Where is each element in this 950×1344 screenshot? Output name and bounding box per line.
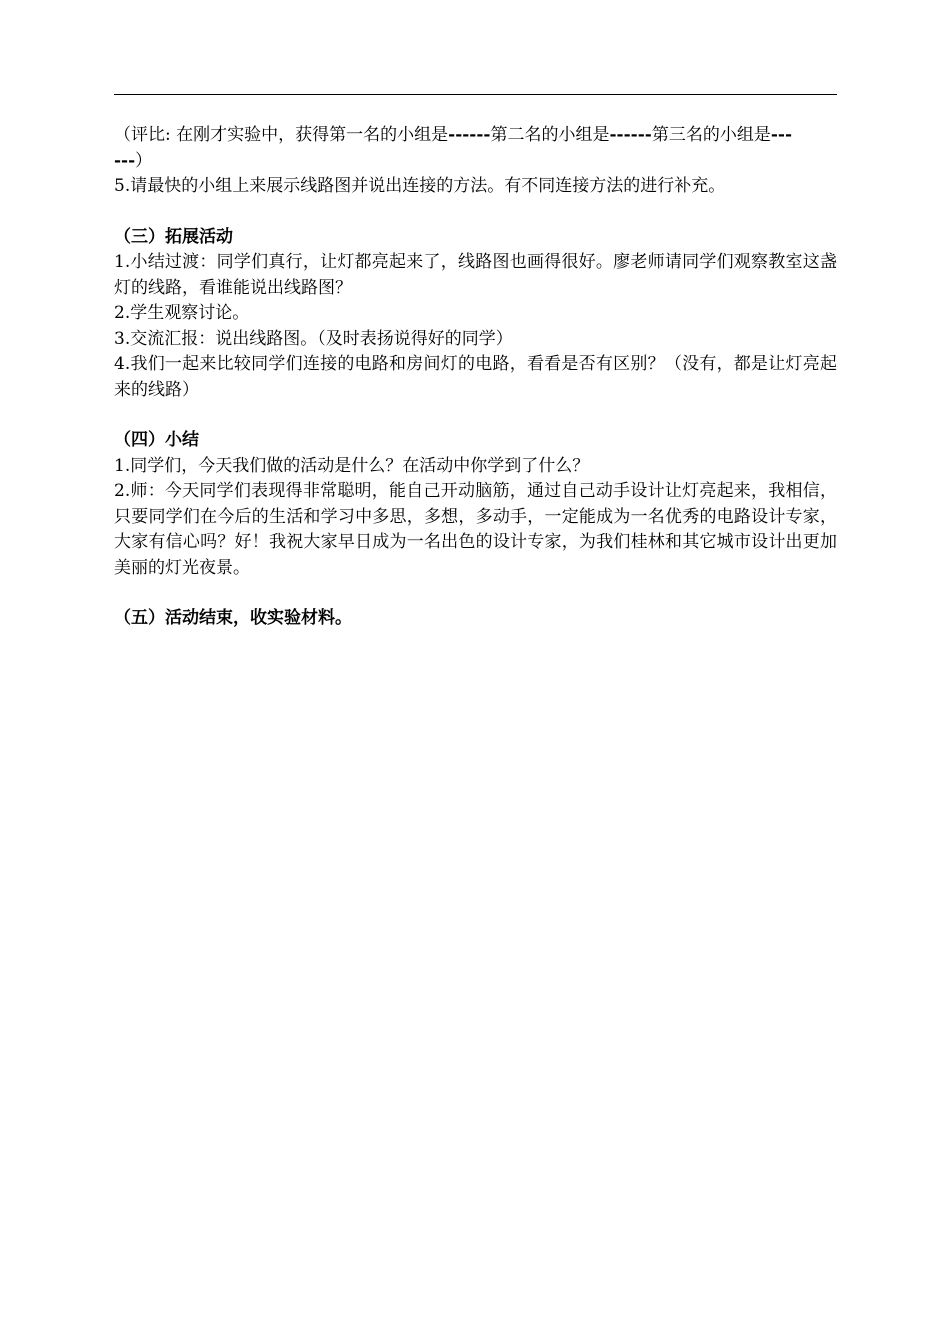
evaluation-mid-1: 第二名的小组是 xyxy=(490,125,610,145)
blank-second: ------ xyxy=(609,125,652,145)
blank-first: ------ xyxy=(448,125,491,145)
document-body xyxy=(114,123,837,632)
section-3-item-1: 1.小结过渡：同学们真行，让灯都亮起来了，线路图也画得很好。廖老师请同学们观察教室这盏灯的线路，看谁能说出线路图？ xyxy=(114,252,837,298)
step-5: 5.请最快的小组上来展示线路图并说出连接的方法。有不同连接方法的进行补充。 xyxy=(114,176,726,196)
blank-third-a: --- xyxy=(770,125,792,145)
evaluation-mid-2: 第三名的小组是 xyxy=(651,125,771,145)
section-4-item-1: 1.同学们，今天我们做的活动是什么？在活动中你学到了什么？ xyxy=(114,455,590,476)
section-3-item-3: 3.交流汇报：说出线路图。（及时表扬说得好的同学） xyxy=(114,328,513,349)
evaluation-paragraph xyxy=(114,123,837,174)
evaluation-prefix: （评比: 在刚才实验中，获得第一名的小组是 xyxy=(114,125,449,145)
blank-third-b: --- xyxy=(114,150,136,171)
section-3-item-4: 4.我们一起来比较同学们连接的电路和房间灯的电路，看看是否有区别？（没有，都是让灯亮起来的线路） xyxy=(114,354,837,400)
section-5-heading: （五）活动结束，收实验材料。 xyxy=(114,608,352,628)
section-4-item-2: 2.师：今天同学们表现得非常聪明，能自己开动脑筋，通过自己动手设计让灯亮起来，我相信，只要同学们在今后的生活和学习中多思，多想，多动手，一定能成为一名优秀的电路设计专家，大家有信心吗？好！我祝大家早日成为一名出色的设计专家，为我们桂林和其它城市设计出更加美丽的灯光夜景。 xyxy=(114,481,837,578)
section-3-heading: （三）拓展活动 xyxy=(114,226,233,247)
section-4-heading: （四）小结 xyxy=(114,430,199,450)
header-rule xyxy=(114,94,837,95)
evaluation-suffix: ） xyxy=(135,150,153,171)
section-3-item-2: 2.学生观察讨论。 xyxy=(114,303,250,323)
